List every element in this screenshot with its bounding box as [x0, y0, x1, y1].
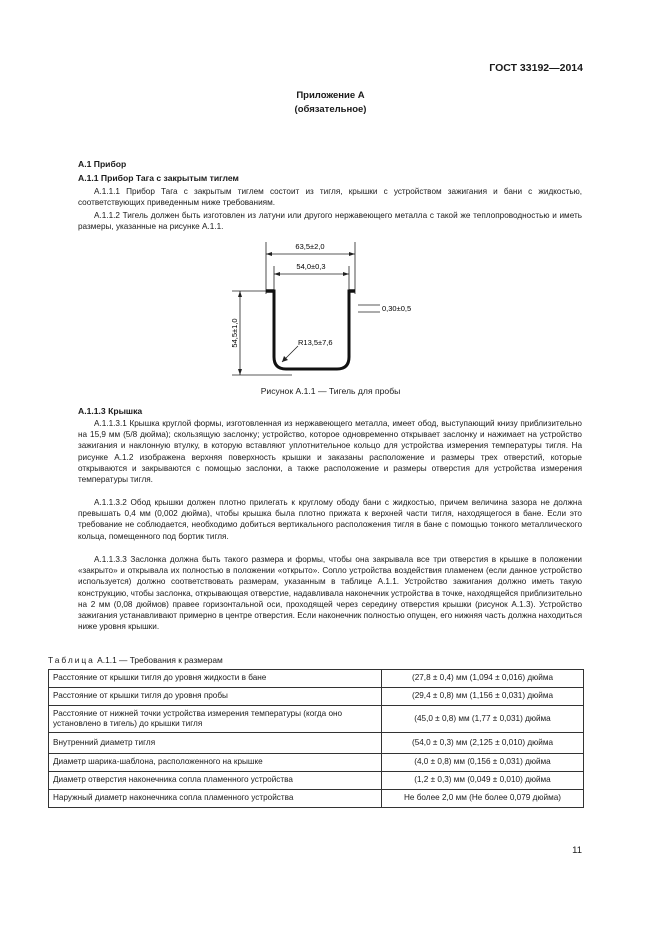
table-caption-text: А.1.1 — Требования к размерам [97, 655, 223, 665]
dim-outer-label: 63,5±2,0 [295, 242, 325, 251]
section-heading-a1: А.1 Прибор [78, 159, 127, 169]
table-cell-param: Расстояние от крышки тигля до уровня пробы [49, 688, 382, 706]
table-cell-value: (1,2 ± 0,3) мм (0,049 ± 0,010) дюйма [382, 772, 584, 790]
paragraph-a1111: А.1.1.1 Прибор Тага с закрытым тиглем состоит из тигля, крышки с устройством зажигания и бани с жидкостью, соответствующих приведенным ниже требованиям. [78, 187, 582, 208]
table-cell-value: (27,8 ± 0,4) мм (1,094 ± 0,016) дюйма [382, 670, 584, 688]
table-row [49, 706, 584, 733]
table-caption [48, 655, 223, 665]
table-row [49, 772, 584, 790]
paragraph-a11132: А.1.1.3.2 Обод крышки должен плотно прилегать к круглому ободу бани с жидкостью, причем величина зазора не должна превышать 0,4 мм (0,002 дюйма), чтобы крышка была плотно прижата к верхней части тигля, находящегося в бане. Если это требование не соблюдается, необходимо добиться вертикального расположения тигля в бане с помощью тонкого металлического кольца, помещенного под бортик тигля. [78, 498, 582, 541]
table-row [49, 733, 584, 754]
section-heading-a11: А.1.1 Прибор Тага с закрытым тиглем [78, 173, 239, 183]
table-cell-value: (4,0 ± 0,8) мм (0,156 ± 0,031) дюйма [382, 754, 584, 772]
annex-title: Приложение А [296, 90, 365, 101]
dim-radius-label: R13,5±7,6 [298, 338, 333, 347]
table-cell-value: (45,0 ± 0,8) мм (1,77 ± 0,031) дюйма [382, 706, 584, 733]
dim-height-label: 54,5±1,0 [230, 318, 239, 348]
table-cell-param: Диаметр отверстия наконечника сопла пламенного устройства [49, 772, 382, 790]
requirements-table [48, 669, 584, 808]
page-number: 11 [572, 845, 582, 856]
table-cell-param: Наружный диаметр наконечника сопла пламенного устройства [49, 790, 382, 808]
table-cell-param: Расстояние от крышки тигля до уровня жидкости в бане [49, 670, 382, 688]
dim-wall-label: 0,30±0,5 [382, 304, 412, 313]
paragraph-a11131: А.1.1.3.1 Крышка круглой формы, изготовленная из нержавеющего металла, имеет обод, выступающий книзу приблизительно на 15,9 мм (5/8 дюйма); скользящую заслонку; устройство, которое одновременно открывает заслонку и нажимает на устройство зажигания и наклонную втулку, в которую вставляют уплотнительное кольцо для устройства измерения температуры тигля. На рисунке А.1.2 изображена верхняя поверхность крышки и заказаны расположение и размеры трех отверстий, которые открываются и закрываются с помощью заслонки, а также расположение и размеры отверстия для устройства измерения температуры тигля. [78, 419, 582, 485]
paragraph-a1112: А.1.1.2 Тигель должен быть изготовлен из латуни или другого нержавеющего металла с такой же теплопроводностью и иметь размеры, указанные на рисунке А.1.1. [78, 211, 582, 232]
crucible-outline [266, 291, 355, 369]
table-row [49, 670, 584, 688]
table-caption-word: Таблица [48, 655, 95, 665]
table-cell-param: Расстояние от нижней точки устройства измерения температуры (когда оно установлено в тигель) до крышки тигля [49, 706, 382, 733]
table-cell-param: Диаметр шарика-шаблона, расположенного на крышке [49, 754, 382, 772]
figure-caption: Рисунок А.1.1 — Тигель для пробы [260, 386, 401, 396]
section-heading-a113: А.1.1.3 Крышка [78, 406, 143, 416]
table-row [49, 688, 584, 706]
table-cell-value: (29,4 ± 0,8) мм (1,156 ± 0,031) дюйма [382, 688, 584, 706]
table-cell-param: Внутренний диаметр тигля [49, 733, 382, 754]
table-row [49, 754, 584, 772]
table-cell-value: Не более 2,0 мм (Не более 0,079 дюйма) [382, 790, 584, 808]
dim-inner-label: 54,0±0,3 [296, 262, 326, 271]
table-cell-value: (54,0 ± 0,3) мм (2,125 ± 0,010) дюйма [382, 733, 584, 754]
paragraph-a11133: А.1.1.3.3 Заслонка должна быть такого размера и формы, чтобы она закрывала все три отверстия в крышке в положении «закрыто» и открывала их полностью в положении «открыто». Сопло устройства воздействия пламенем (если данное устройство используется) должно соответствовать размерам, указанным в таблице А.1.1. Устройство зажигания должно иметь такую конструкцию, чтобы заслонка, открывающая отверстие, надавливала наконечник устройства в точке, находящейся приблизительно на 2 мм (0,08 дюймов) правее горизонтальной оси, проходящей через середину отверстия крышки (рисунок А.1.3). Устройство зажигания устанавливают примерно в центре отверстия. Если наконечник полностью опущен, его нижняя часть должна находиться ниже уровня крышки. [78, 555, 582, 632]
document-standard-header: ГОСТ 33192—2014 [489, 62, 583, 74]
table-row [49, 790, 584, 808]
annex-status: (обязательное) [294, 104, 367, 115]
crucible-figure [220, 232, 420, 378]
